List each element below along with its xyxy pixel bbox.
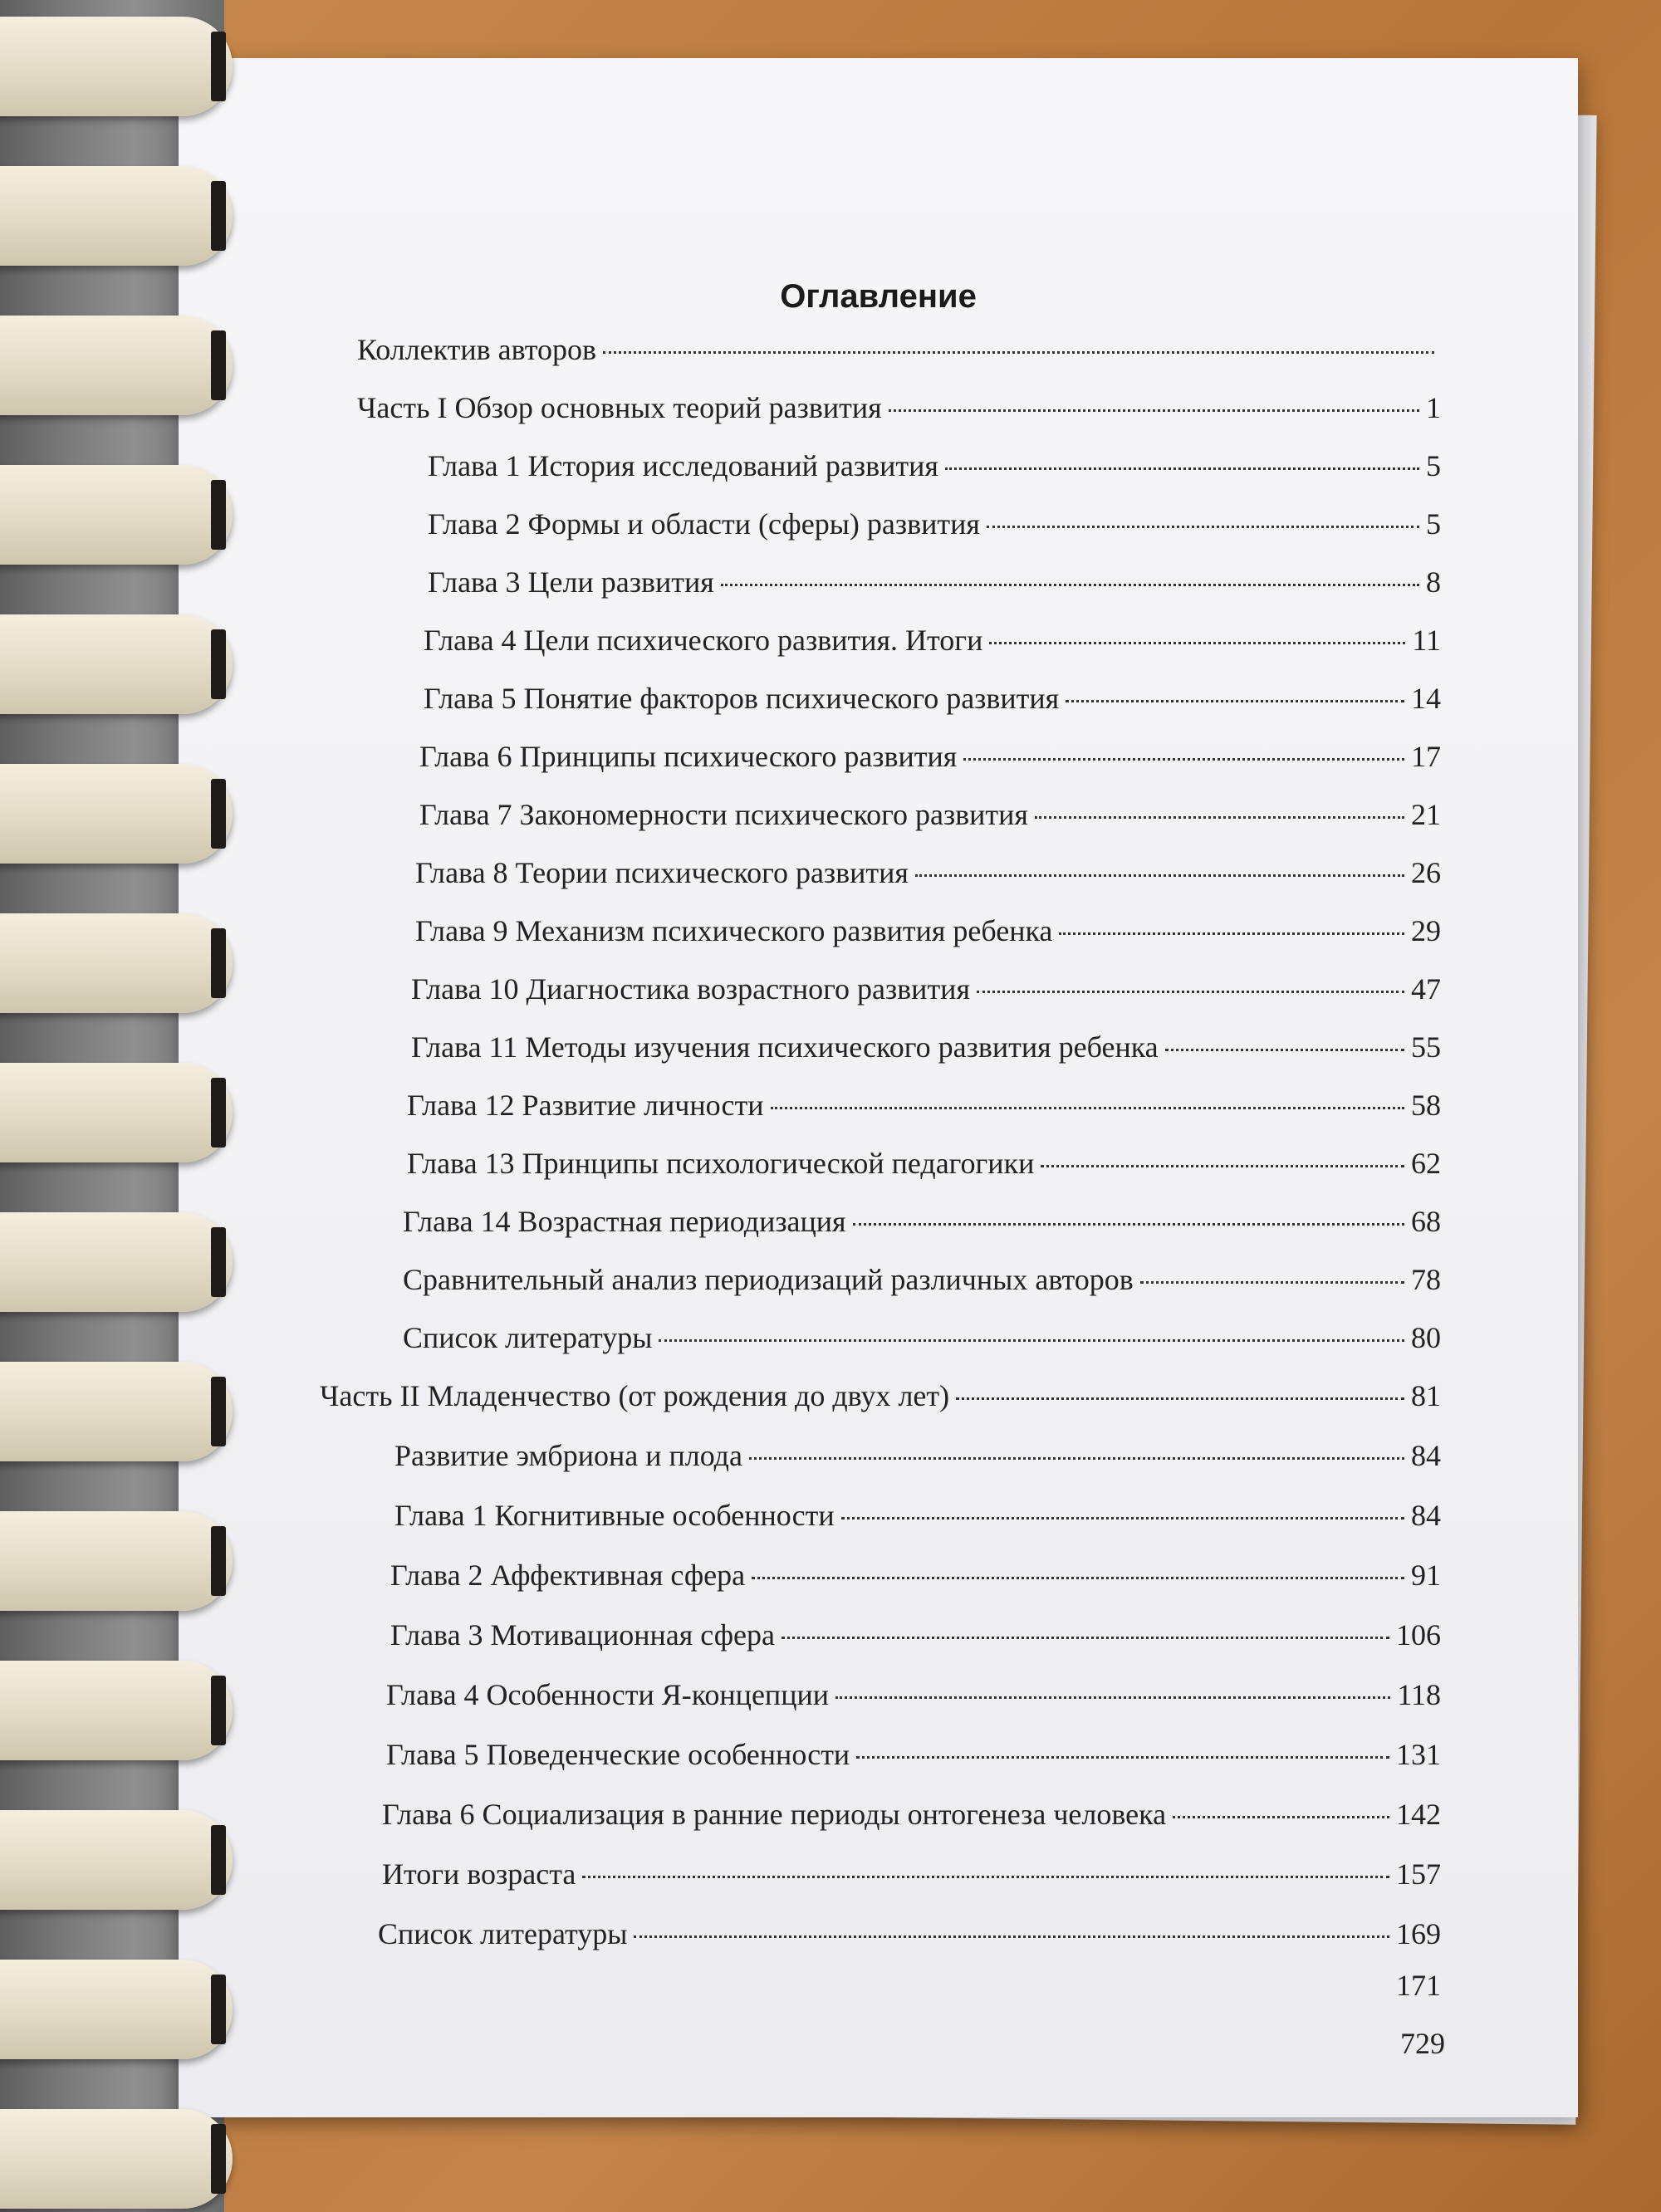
toc-entry (394, 1498, 1441, 1533)
toc-dot-leader (956, 1397, 1404, 1400)
toc-dot-leader (989, 642, 1405, 644)
toc-dot-leader (853, 1223, 1404, 1226)
toc-entry (357, 390, 1441, 425)
toc-entry-page: 169 (1396, 1917, 1441, 1950)
toc-entry (390, 1617, 1441, 1652)
toc-entry-text: Часть II Младенчество (от рождения до двух лет) (320, 1379, 950, 1412)
toc-dot-leader (835, 1696, 1390, 1699)
toc-entry-text: Глава 3 Цели развития (428, 565, 714, 599)
toc-dot-leader (782, 1637, 1389, 1639)
page-number: 729 (1400, 2027, 1445, 2060)
toc-entry (394, 1438, 1441, 1473)
toc-entry (386, 1737, 1441, 1772)
toc-entry-page: 5 (1426, 507, 1441, 541)
toc-entry (415, 855, 1441, 890)
page-title: Оглавление (780, 278, 977, 315)
binding-ring (0, 2109, 233, 2209)
toc-dot-leader (1140, 1281, 1404, 1284)
toc-entry-page: 131 (1396, 1738, 1441, 1771)
toc-entry-text: Список литературы (378, 1917, 628, 1950)
toc-dot-leader (1059, 932, 1404, 935)
toc-entry-text: Глава 11 Методы изучения психического развития ребенка (411, 1030, 1159, 1064)
toc-entry (378, 1916, 1441, 1951)
toc-dot-leader (634, 1936, 1389, 1938)
toc-entry-text: Глава 4 Особенности Я-концепции (386, 1678, 829, 1711)
toc-entry-text: Глава 14 Возрастная периодизация (403, 1205, 846, 1238)
toc-entry-text: Сравнительный анализ периодизаций различных авторов (403, 1263, 1134, 1296)
toc-entry-page: 17 (1411, 740, 1441, 773)
toc-entry-text: Глава 6 Принципы психического развития (419, 740, 958, 773)
toc-entry (428, 448, 1441, 483)
toc-entry-text: Глава 12 Развитие личности (407, 1089, 764, 1122)
toc-dot-leader (915, 874, 1404, 877)
toc-entry-text: Глава 8 Теории психического развития (415, 856, 909, 889)
toc-dot-leader (889, 409, 1419, 412)
toc-dot-leader (977, 991, 1404, 993)
toc-entry (390, 1558, 1441, 1593)
table-of-contents (179, 58, 1578, 2117)
toc-entry (411, 971, 1441, 1006)
toc-entry (419, 797, 1441, 832)
toc-entry-text: Глава 1 История исследований развития (428, 449, 938, 482)
toc-entry-page: 68 (1411, 1205, 1441, 1238)
toc-entry-page: 84 (1411, 1499, 1441, 1532)
toc-entry-page: 11 (1412, 624, 1441, 657)
toc-entry (424, 681, 1441, 716)
toc-entry (424, 623, 1441, 658)
toc-entry-page: 84 (1411, 1439, 1441, 1472)
toc-dot-leader (1035, 816, 1404, 819)
toc-entry (403, 1262, 1441, 1297)
toc-entry-page: 106 (1396, 1618, 1441, 1652)
toc-entry-page: 118 (1397, 1678, 1441, 1711)
toc-entry (428, 507, 1441, 541)
toc-entry-page: 26 (1411, 856, 1441, 889)
toc-dot-leader (659, 1339, 1404, 1342)
toc-entry-text: Глава 9 Механизм психического развития ребенка (415, 914, 1053, 947)
toc-dot-leader (771, 1107, 1405, 1109)
toc-entry (382, 1797, 1441, 1832)
toc-entry (382, 1857, 1441, 1891)
toc-entry-page: 58 (1411, 1089, 1441, 1122)
toc-dot-leader (1066, 700, 1404, 702)
toc-dot-leader (987, 526, 1419, 528)
toc-entry-text: Коллектив авторов (357, 333, 596, 366)
toc-entry-page: 78 (1411, 1263, 1441, 1296)
toc-entry (411, 1030, 1441, 1064)
toc-entry-page: 8 (1426, 565, 1441, 599)
toc-dot-leader (582, 1876, 1389, 1878)
toc-entry (415, 913, 1441, 948)
toc-entry-text: Глава 7 Закономерности психического развития (419, 798, 1028, 831)
toc-entry-text: Глава 5 Понятие факторов психического развития (424, 682, 1060, 715)
toc-dot-leader (1041, 1165, 1404, 1167)
toc-dot-leader (1165, 1049, 1404, 1051)
toc-entry-text: Глава 5 Поведенческие особенности (386, 1738, 850, 1771)
toc-entry-text: Часть I Обзор основных теорий развития (357, 391, 882, 424)
toc-entry (407, 1146, 1441, 1181)
toc-entry-page: 142 (1396, 1798, 1441, 1831)
toc-entry-page: 157 (1396, 1857, 1441, 1891)
toc-dot-leader (963, 758, 1404, 761)
toc-dot-leader (749, 1457, 1404, 1460)
toc-entry (407, 1088, 1441, 1123)
toc-entry (403, 1204, 1441, 1239)
toc-entry (386, 1677, 1441, 1712)
toc-dot-leader (603, 351, 1434, 354)
toc-dot-leader (856, 1756, 1389, 1759)
toc-entry-text: Глава 2 Формы и области (сферы) развития (428, 507, 980, 541)
toc-entry-text: Глава 2 Аффективная сфера (390, 1559, 746, 1592)
toc-entry-text: Глава 3 Мотивационная сфера (390, 1618, 775, 1652)
toc-entry-page: 81 (1411, 1379, 1441, 1412)
toc-entry-text: Глава 1 Когнитивные особенности (394, 1499, 835, 1532)
toc-entry (403, 1320, 1441, 1355)
toc-entry (378, 1968, 1441, 2003)
toc-entry-text: Развитие эмбриона и плода (394, 1439, 742, 1472)
toc-entry-page: 47 (1411, 972, 1441, 1006)
toc-entry-text: Глава 4 Цели психического развития. Итоги (424, 624, 983, 657)
toc-entry-page: 55 (1411, 1030, 1441, 1064)
toc-dot-leader (721, 584, 1419, 586)
toc-entry-text: Глава 10 Диагностика возрастного развития (411, 972, 970, 1006)
toc-entry-page: 21 (1411, 798, 1441, 831)
toc-entry-text: Глава 6 Социализация в ранние периоды онтогенеза человека (382, 1798, 1167, 1831)
toc-entry-page: 14 (1411, 682, 1441, 715)
toc-entry-page: 5 (1426, 449, 1441, 482)
toc-entry-text: Список литературы (403, 1321, 653, 1354)
toc-entry-text: Глава 13 Принципы психологической педагогики (407, 1147, 1035, 1180)
toc-entry (357, 332, 1441, 367)
toc-dot-leader (752, 1577, 1404, 1579)
toc-entry-page: 1 (1426, 391, 1441, 424)
toc-dot-leader (1173, 1816, 1389, 1818)
toc-entry-page: 62 (1411, 1147, 1441, 1180)
toc-entry (428, 565, 1441, 599)
toc-entry (419, 739, 1441, 774)
toc-dot-leader (841, 1517, 1404, 1520)
toc-dot-leader (945, 467, 1419, 470)
toc-entry (320, 1378, 1441, 1413)
toc-entry-text: Итоги возраста (382, 1857, 576, 1891)
toc-entry-page: 29 (1411, 914, 1441, 947)
toc-entry-page: 91 (1411, 1559, 1441, 1592)
toc-entry-page: 80 (1411, 1321, 1441, 1354)
toc-entry-page: 171 (1396, 1969, 1441, 2002)
